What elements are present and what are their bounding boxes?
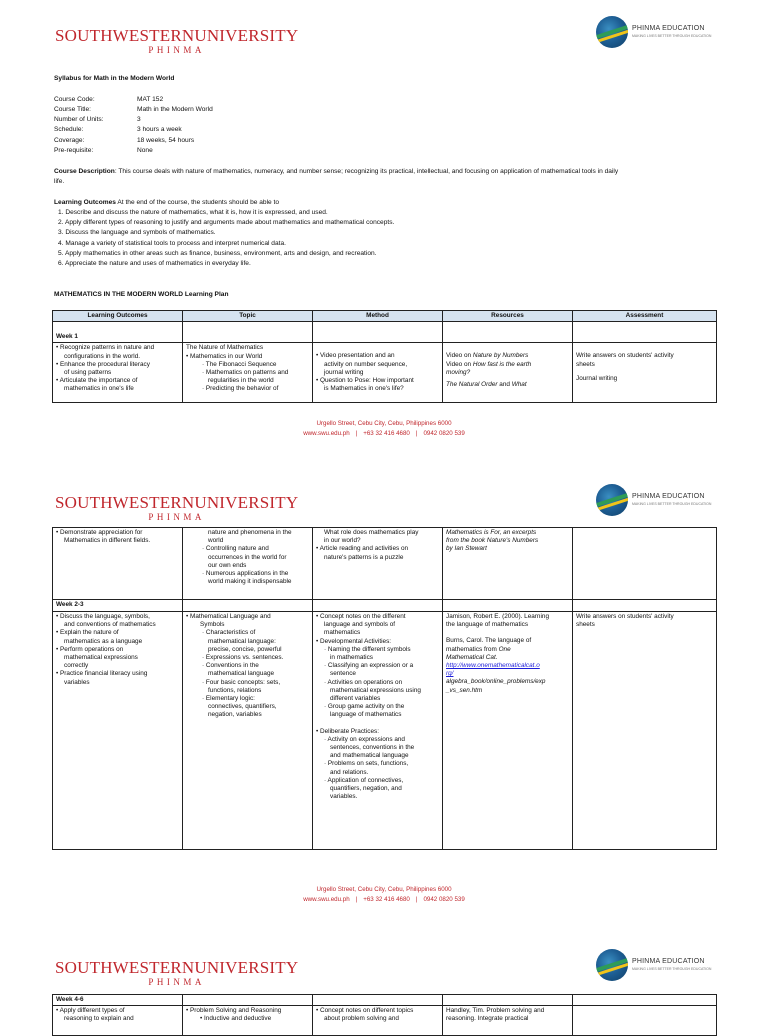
footer-phone: +63 32 416 4680: [363, 430, 410, 437]
footer-address: Urgello Street, Cebu City, Cebu, Philippines 6000: [316, 886, 452, 893]
resources-cell: Video on Nature by Numbers Video on How fast is the earth moving? The Natural Order and What: [443, 343, 573, 403]
outcomes-label: Learning Outcomes: [54, 199, 116, 206]
outcome-item: 1. Describe and discuss the nature of mathematics, what it is, how it is expressed, and used.: [58, 209, 328, 216]
table-row: [53, 322, 717, 343]
method-cell: What role does mathematics play in our world? • Article reading and activities on nature's patterns is a puzzle: [313, 528, 443, 600]
footer-web: www.swu.edu.ph: [303, 430, 350, 437]
university-sub: PHINMA: [148, 45, 205, 55]
info-label-units: Number of Units:: [54, 116, 104, 123]
partner-tag: MAKING LIVES BETTER THROUGH EDUCATION: [632, 34, 712, 38]
phinma-logo: [596, 16, 712, 56]
method-cell: • Video presentation and an activity on number sequence, journal writing • Question to Pose: How important is Mathematics in one's life?: [313, 343, 443, 403]
desc-label: Course Description: [54, 168, 115, 175]
topic-cell: The Nature of Mathematics • Mathematics in our World · The Fibonacci Sequence · Mathematics on patterns and regularities in the world · Predicting the behavior of: [183, 343, 313, 403]
resources-cell: Jamison, Robert E. (2000). Learning the language of mathematics Burns, Carol. The language of mathematics from One Mathematical Cat. http://www.onemathematicalcat.o rg/ algebra_book/online_problems/exp _vs_sen.htm: [443, 612, 573, 850]
info-value-units: 3: [137, 116, 141, 123]
learning-plan-table: [52, 310, 717, 403]
table-row: [53, 612, 717, 850]
outcomes-cell: • Discuss the language, symbols, and conventions of mathematics • Explain the nature of mathematics as a language • Perform operations on mathematical expressions correctly • Practice financial literacy using variables: [53, 612, 183, 850]
footer-contacts: www.swu.edu.ph | +63 32 416 4680 | 0942 0820 539: [303, 430, 465, 437]
table-row: [53, 1006, 717, 1036]
plan-title: MATHEMATICS IN THE MODERN WORLD Learning Plan: [54, 291, 229, 298]
header-outcomes: Learning Outcomes: [53, 311, 183, 322]
header-method: Method: [313, 311, 443, 322]
week-label: Week 4-6: [53, 995, 183, 1006]
resource-link[interactable]: rg/: [446, 670, 454, 678]
table-row: [53, 343, 717, 403]
footer-mobile: 0942 0820 539: [423, 430, 465, 437]
table-row: [53, 600, 717, 612]
info-label-code: Course Code:: [54, 96, 95, 103]
topic-cell: • Problem Solving and Reasoning • Inductive and deductive: [183, 1006, 313, 1036]
week-label: Week 1: [53, 322, 183, 343]
outcome-item: 4. Manage a variety of statistical tools to process and interpret numerical data.: [58, 240, 286, 247]
university-logo: [55, 26, 298, 55]
outcomes-intro: At the end of the course, the students should be able to: [115, 199, 280, 206]
table-row: [53, 528, 717, 600]
topic-cell: nature and phenomena in the world · Controlling nature and occurrences in the world for our own ends · Numerous applications in the world making it indispensable: [183, 528, 313, 600]
phinma-logo: PHINMA EDUCATION MAKING LIVES BETTER THROUGH EDUCATION: [596, 949, 706, 989]
university-name: SOUTHWESTERNUNIVERSITY: [55, 26, 299, 45]
desc-text-2: life.: [54, 178, 65, 185]
university-logo: SOUTHWESTERNUNIVERSITY PHINMA: [55, 958, 299, 987]
desc-text: : This course deals with nature of mathematics, numeracy, and number sense; recognizing its practical, intellectual, and focusing on application of mathematical tools in daily: [114, 168, 619, 175]
course-description: [54, 168, 618, 176]
header-assessment: Assessment: [573, 311, 717, 322]
method-cell: • Concept notes on the different language and symbols of mathematics • Developmental Activities: · Naming the different symbols in mathematics · Classifying an expression or a sentence · Activities on operations on mathematical expressions using different variables · Group game activity on the language of mathematics • Deliberate Practices: · Activity on expressions and sentences, conventions in the and mathematical language · Problems on sets, functions, and relations. · Application of connectives, quantifiers, negation, and variables.: [313, 612, 443, 850]
outcome-item: 2. Apply different types of reasoning to justify and arguments made about mathematics and mathematical concepts.: [58, 219, 395, 226]
info-value-code: MAT 152: [137, 96, 164, 103]
resource-link[interactable]: http://www.onemathematicalcat.o: [446, 662, 540, 670]
learning-plan-table-cont2: [52, 994, 717, 1036]
footer-contacts: www.swu.edu.ph | +63 32 416 4680 | 0942 0820 539: [303, 896, 465, 903]
info-label-prereq: Pre-requisite:: [54, 147, 94, 154]
globe-icon: [596, 949, 628, 981]
topic-cell: • Mathematical Language and Symbols · Characteristics of mathematical language: precise, concise, powerful · Expressions vs. sentences. · Conventions in the mathematical language · Four basic concepts: sets, functions, relations · Elementary logic: connectives, quantifiers, negation, variables: [183, 612, 313, 850]
header-topic: Topic: [183, 311, 313, 322]
info-value-title: Math in the Modern World: [137, 106, 213, 113]
outcomes-cell: • Recognize patterns in nature and configurations in the world. • Enhance the procedural literacy of using patterns • Articulate the importance of mathematics in one's life: [53, 343, 183, 403]
resources-cell: Mathematics is For, an excerpts from the book Nature's Numbers by Ian Stewart: [443, 528, 573, 600]
info-value-coverage: 18 weeks, 54 hours: [137, 137, 195, 144]
partner-name: PHINMA EDUCATION: [632, 25, 705, 32]
footer-address: Urgello Street, Cebu City, Cebu, Philippines 6000: [316, 420, 452, 427]
outcomes-cell: • Apply different types of reasoning to explain and: [53, 1006, 183, 1036]
assessment-cell: Write answers on students' activity sheets Journal writing: [573, 343, 717, 403]
table-row: [53, 995, 717, 1006]
info-value-prereq: None: [137, 147, 153, 154]
outcomes-cell: • Demonstrate appreciation for Mathematics in different fields.: [53, 528, 183, 600]
table-header-row: [53, 311, 717, 322]
doc-title: Syllabus for Math in the Modern World: [54, 75, 175, 82]
info-value-schedule: 3 hours a week: [137, 126, 182, 133]
university-logo: SOUTHWESTERNUNIVERSITY PHINMA: [55, 493, 299, 522]
globe-icon: [596, 16, 628, 48]
globe-icon: [596, 484, 628, 516]
outcome-item: 6. Appreciate the nature and uses of mathematics in everyday life.: [58, 260, 251, 267]
resources-cell: Handley, Tim. Problem solving and reasoning. Integrate practical: [443, 1006, 573, 1036]
method-cell: • Concept notes on different topics about problem solving and: [313, 1006, 443, 1036]
info-label-schedule: Schedule:: [54, 126, 84, 133]
phinma-logo: PHINMA EDUCATION MAKING LIVES BETTER THROUGH EDUCATION: [596, 484, 706, 524]
assessment-cell: Write answers on students' activity sheets: [573, 612, 717, 850]
learning-plan-table-cont: [52, 527, 717, 850]
learning-outcomes-heading: [54, 199, 279, 207]
info-label-coverage: Coverage:: [54, 137, 85, 144]
outcome-item: 3. Discuss the language and symbols of mathematics.: [58, 229, 216, 236]
week-label: Week 2-3: [53, 600, 183, 612]
info-label-title: Course Title:: [54, 106, 92, 113]
outcome-item: 5. Apply mathematics in other areas such as finance, business, environment, arts and design, and recreation.: [58, 250, 377, 257]
header-resources: Resources: [443, 311, 573, 322]
